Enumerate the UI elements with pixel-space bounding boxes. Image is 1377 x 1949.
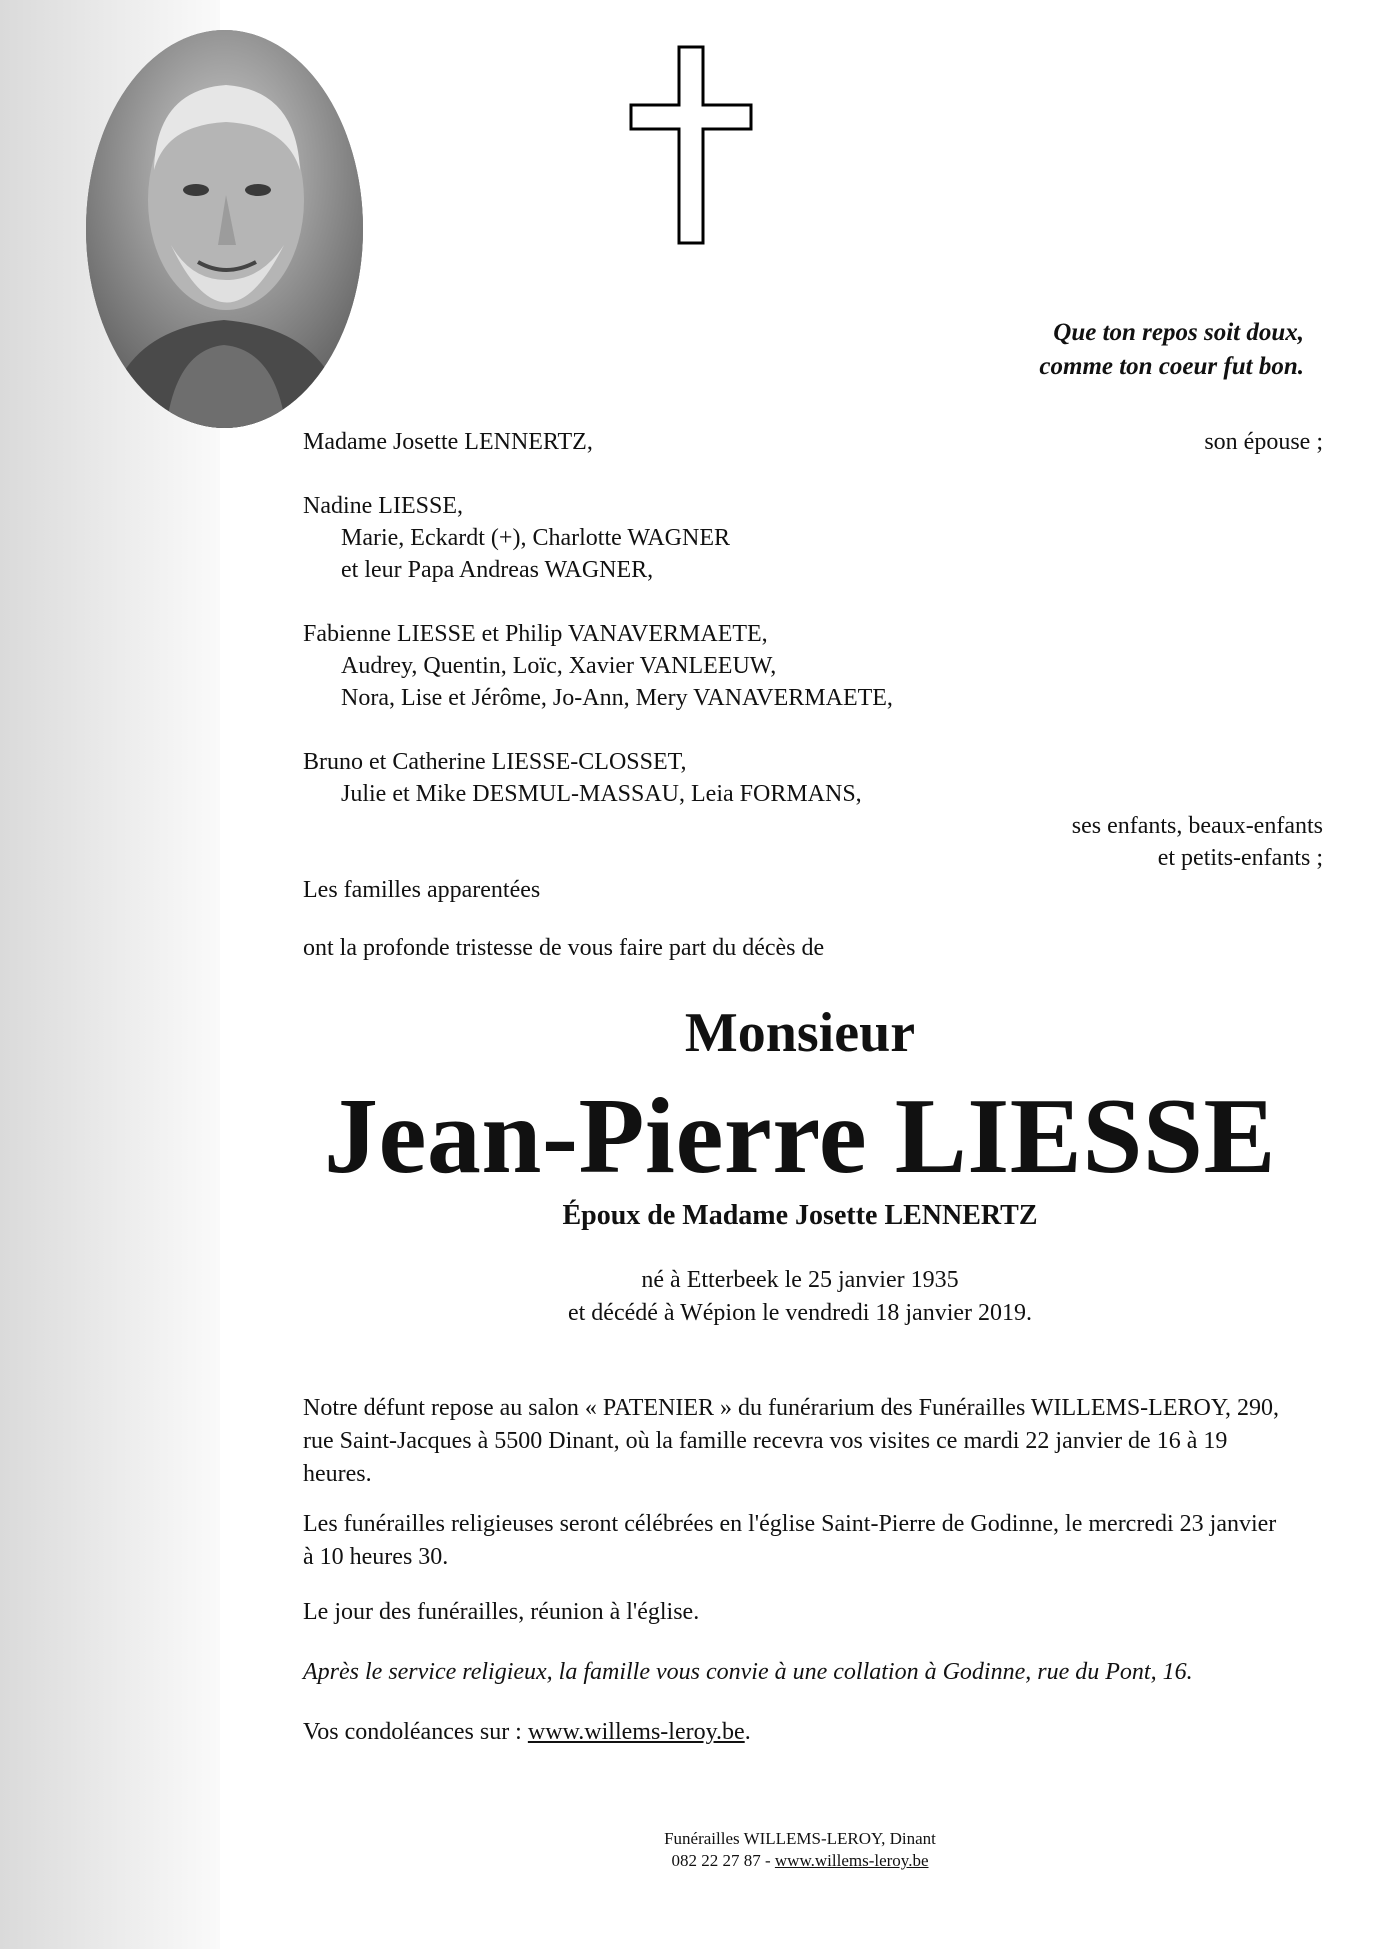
family-line: Bruno et Catherine LIESSE-CLOSSET,	[303, 749, 687, 775]
footer	[300, 1828, 1300, 1872]
children-role-line: et petits-enfants ;	[1157, 845, 1323, 871]
children-role	[1072, 810, 1323, 874]
family-group-3	[303, 746, 862, 810]
family-line: Marie, Eckardt (+), Charlotte WAGNER	[341, 525, 730, 551]
family-line: Julie et Mike DESMUL-MASSAU, Leia FORMANS,	[341, 781, 862, 807]
deceased-title: Monsieur	[684, 1002, 916, 1064]
portrait-photo	[86, 30, 363, 428]
epitaph	[1039, 316, 1304, 384]
ceremony-paragraph: Les funérailles religieuses seront célébrées en l'église Saint-Pierre de Godinne, le mercredi 23 janvier à 10 heures 30.	[303, 1511, 1277, 1570]
spouse-role: son épouse ;	[1204, 429, 1323, 455]
family-group-1	[303, 490, 730, 586]
death-line: et décédé à Wépion le vendredi 18 janvier 2019.	[567, 1300, 1033, 1326]
condolences-suffix: .	[744, 1719, 751, 1745]
rest-paragraph: Notre défunt repose au salon « PATENIER » du funérarium des Funérailles WILLEMS-LEROY, 290, rue Saint-Jacques à 5500 Dinant, où la famille recevra vos visites ce mardi 22 janvier de 16 à 19 heures.	[303, 1395, 1280, 1487]
spouse-name: Madame Josette LENNERTZ,	[303, 429, 593, 455]
family-line: Fabienne LIESSE et Philip VANAVERMAETE,	[303, 621, 768, 647]
family-line: Audrey, Quentin, Loïc, Xavier VANLEEUW,	[341, 653, 777, 679]
family-line: et leur Papa Andreas WAGNER,	[341, 557, 654, 583]
condolences-paragraph	[303, 1716, 1283, 1749]
meeting-paragraph: Le jour des funérailles, réunion à l'église.	[303, 1599, 700, 1625]
family-line: Nora, Lise et Jérôme, Jo-Ann, Mery VANAVERMAETE,	[341, 685, 893, 711]
footer-website-link[interactable]: www.willems-leroy.be	[774, 1851, 929, 1870]
deceased-dates	[300, 1264, 1300, 1330]
footer-contact	[300, 1850, 1300, 1872]
condolences-link[interactable]: www.willems-leroy.be	[527, 1719, 745, 1745]
deceased-spouse-line: Époux de Madame Josette LENNERTZ	[562, 1200, 1038, 1231]
relatives-line: Les familles apparentées	[303, 877, 541, 903]
portrait-illustration	[86, 30, 363, 428]
cross-icon	[629, 45, 753, 245]
family-group-2	[303, 618, 893, 714]
epitaph-line-1: Que ton repos soit doux,	[1053, 319, 1304, 346]
deceased-name: Jean-Pierre LIESSE	[324, 1077, 1276, 1196]
epitaph-line-2: comme ton coeur fut bon.	[1039, 353, 1304, 380]
collation-paragraph: Après le service religieux, la famille vous convie à une collation à Godinne, rue du Pont, 16.	[303, 1659, 1193, 1685]
birth-line: né à Etterbeek le 25 janvier 1935	[641, 1267, 959, 1293]
footer-company: Funérailles WILLEMS-LEROY, Dinant	[664, 1829, 936, 1848]
children-role-line: ses enfants, beaux-enfants	[1071, 813, 1323, 839]
footer-phone: 082 22 27 87 -	[671, 1851, 775, 1870]
condolences-prefix: Vos condoléances sur :	[303, 1719, 528, 1745]
family-line: Nadine LIESSE,	[303, 493, 463, 519]
announcement-line: ont la profonde tristesse de vous faire part du décès de	[303, 935, 825, 961]
